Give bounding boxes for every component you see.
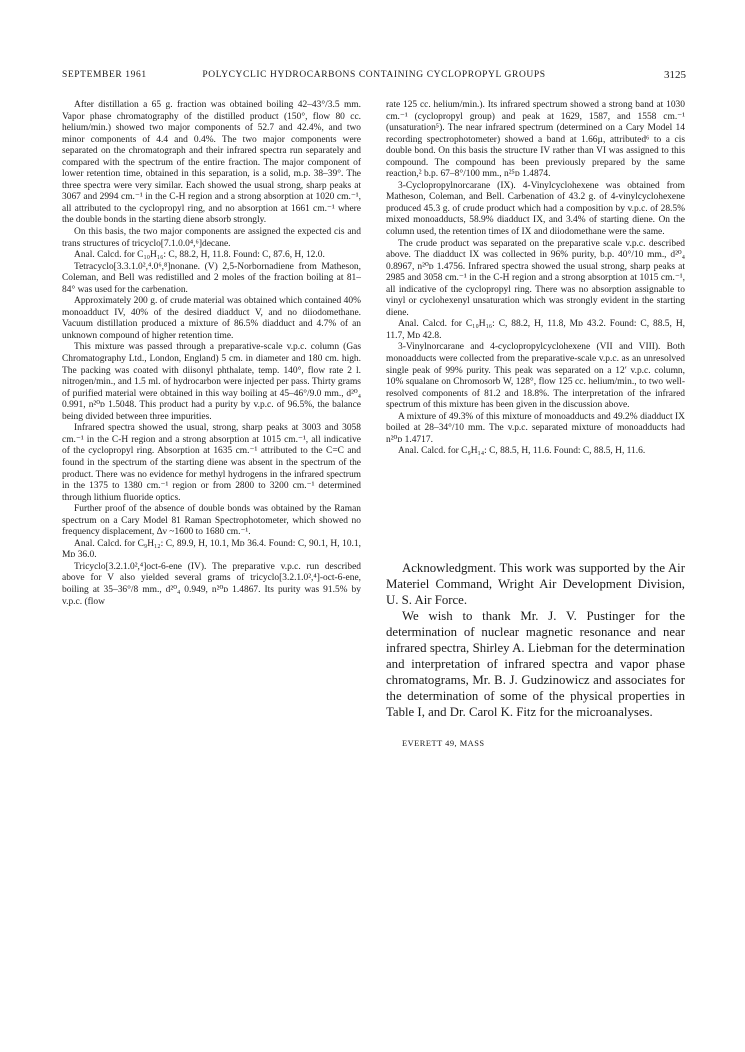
paragraph: Tetracyclo[3.3.1.0²,⁴.0⁶,⁸]nonane. (V) 2,5-Norbornadiene from Matheson, Coleman, and Bell was redistilled and 2 moles of the fraction boiling at 81–84° was used for the carbenation. <box>62 261 361 295</box>
paragraph: A mixture of 49.3% of this mixture of monoadducts and 49.2% diadduct IX boiled at 28–34°/10 mm. The v.p.c. separated mixture of monoadducts had n²⁰ᴅ 1.4717. <box>386 411 685 445</box>
left-column <box>62 100 361 608</box>
running-header <box>62 70 686 84</box>
paragraph: Further proof of the absence of double bonds was obtained by the Raman spectrum on a Cary Model 81 Raman Spectrophotometer, which showed no frequency displacement, Δν ~1600 to 1680 cm.⁻¹. <box>62 504 361 538</box>
paragraph: This mixture was passed through a preparative-scale v.p.c. column (Gas Chromatography Ltd., London, England) 5 cm. in diameter and 180 cm. high. The packing was coated with diisonyl phthalate, temp. 140°, flow rate 2 l. nitrogen/min., and 1.5 ml. of hydrocarbon were injected per pass. Thirty grams of purified material were obtained in this way boiling at 45–46°/9.0 mm., d²⁰₄ 0.991, n²⁰ᴅ 1.5048. This product had a purity by v.p.c. of 96.5%, the balance being divided between three impurities. <box>62 342 361 422</box>
paragraph: Anal. Calcd. for C₁₀H₁₆: C, 88.2, H, 11.8, Mᴅ 43.2. Found: C, 88.5, H, 11.7, Mᴅ 42.8. <box>386 319 685 341</box>
paragraph: Anal. Calcd. for C₁₀H₁₆: C, 88.2, H, 11.8. Found: C, 87.6, H, 12.0. <box>74 250 325 261</box>
paragraph: Approximately 200 g. of crude material was obtained which contained 40% monoadduct IV, 40% of the desired diadduct V, and no diiodomethane. Vacuum distillation produced a mixture of 86.5% diadduct and 4.7% of an unknown compound of higher retention time. <box>62 296 361 341</box>
paragraph: Infrared spectra showed the usual, strong, sharp peaks at 3003 and 3058 cm.⁻¹ in the C-H region and a strong absorption at 1015 cm.⁻¹, all indicative of the cyclopropyl ring. Absorption at 1635 cm.⁻¹ attributed to the C=C and found in the spectrum of the starting diene was absent in the spectrum of the product. There was no evidence for methyl hydrogens in the infrared spectrum in the 1375 to 1380 cm.⁻¹ region or from 2800 to 3200 cm.⁻¹ determined through lithium fluoride optics. <box>62 423 361 503</box>
acknowledgment-paragraph: Acknowledgment. This work was supported by the Air Materiel Command, Wright Air Development Division, U. S. Air Force. <box>386 561 685 607</box>
paragraph: Tricyclo[3.2.1.0²,⁴]oct-6-ene (IV). The preparative v.p.c. run described above for V also yielded several grams of tricyclo[3.2.1.0²,⁴]-oct-6-ene, boiling at 35–36°/8 mm., d²⁰₄ 0.949, n²⁰ᴅ 1.4867. Its purity was 91.5% by v.p.c. (flow <box>62 561 361 607</box>
paragraph: 3-Vinylnorcarane and 4-cyclopropylcyclohexene (VII and VIII). Both monoadducts were collected from the preparative-scale v.p.c. as an unresolved single peak of 99% purity. This peak was separated on a 12′ v.p.c. column, 10% squalane on Chromosorb W, 128°, flow 125 cc. helium/min., to two well-resolved components of 81.2 and 18.8%. The interpretation of the infrared spectrum of this mixture has been given in the discussion above. <box>386 342 685 411</box>
paragraph: Anal. Calcd. for C₉H₁₄: C, 88.5, H, 11.6. Found: C, 88.5, H, 11.6. <box>398 446 646 457</box>
paragraph: rate 125 cc. helium/min.). Its infrared spectrum showed a strong band at 1030 cm.⁻¹ (cyclopropyl group) and peak at 1629, 1587, and 1558 cm.⁻¹ (unsaturation⁵). The near infrared spectrum (determined on a Cary Model 14 recording spectrophotometer) showed a band at 1.66µ, attributed⁶ to a cis double bond. On this basis the structure IV rather than VI was assigned to this compound. The compound has been previously prepared by the same reaction,² b.p. 67–8°/100 mm., n²⁵ᴅ 1.4874. <box>386 100 685 180</box>
paragraph: Anal. Calcd. for C₉H₁₂: C, 89.9, H, 10.1, Mᴅ 36.4. Found: C, 90.1, H, 10.1, Mᴅ 36.0. <box>62 538 361 561</box>
acknowledgment-paragraph: We wish to thank Mr. J. V. Pustinger for the determination of nuclear magnetic resonance and near infrared spectra, Shirley A. Liebman for the determination and interpretation of infrared spectra and vapor phase chromatograms, Mr. B. J. Gudzinowicz and associates for the determination of some of the physical properties in Table I, and Dr. Carol K. Fitz for the microanalyses. <box>386 609 685 719</box>
paragraph: On this basis, the two major components are assigned the expected cis and trans structures of tricyclo[7.1.0.0⁴,⁶]decane. <box>62 227 361 249</box>
paragraph: After distillation a 65 g. fraction was obtained boiling 42–43°/3.5 mm. Vapor phase chromatography of the distilled product (150°, flow 80 cc. helium/min.) showed two major components of 52.7 and 42.4%, and two minor components of 4.4 and 0.4%. The two major components were separated on the chromatograph and their infrared spectra run separately and compared with the spectrum of the entire fraction. The major component of lower retention time, obtained in this separation, is a solid, m.p. 38–39°. The three spectra were very similar. Each showed the usual strong, sharp peaks at 3067 and 2994 cm.⁻¹ in the C-H region and a strong absorption at 1020 cm.⁻¹, all attributed to the cyclopropyl ring, and no absorption at 1661 cm.⁻¹ where the double bonds in the starting diene absorb strongly. <box>62 100 361 226</box>
affiliation-location: EVERETT 49, MASS <box>402 739 485 748</box>
page-number: 3125 <box>664 69 686 81</box>
right-column <box>386 100 685 458</box>
acknowledgment-section <box>386 560 685 720</box>
header-title: POLYCYCLIC HYDROCARBONS CONTAINING CYCLOPROPYL GROUPS <box>202 70 546 80</box>
paragraph: The crude product was separated on the preparative scale v.p.c. described above. The diadduct IX was collected in 96% purity, b.p. 40°/10 mm., d²⁰₄ 0.8967, n²⁰ᴅ 1.4756. Infrared spectra showed the usual strong, sharp peaks at 2985 and 3058 cm.⁻¹ in the C-H region and a strong absorption at 1015 cm.⁻¹, all indicative of the cyclopropyl ring. There was no absorption assignable to vinyl or cyclohexenyl unsaturation which was strongly evident in the starting diene. <box>386 238 685 318</box>
paragraph: 3-Cyclopropylnorcarane (IX). 4-Vinylcyclohexene was obtained from Matheson, Coleman, and Bell. Carbenation of 43.2 g. of 4-vinylcyclohexene produced 45.3 g. of crude product which had a composition by v.p.c. of 28.5% mixed monoadducts, 58.9% diadduct IX, and 3.4% of starting diene. On the column used, the retention times of IX and diiodomethane were the same. <box>386 180 685 238</box>
header-date: SEPTEMBER 1961 <box>62 70 147 80</box>
